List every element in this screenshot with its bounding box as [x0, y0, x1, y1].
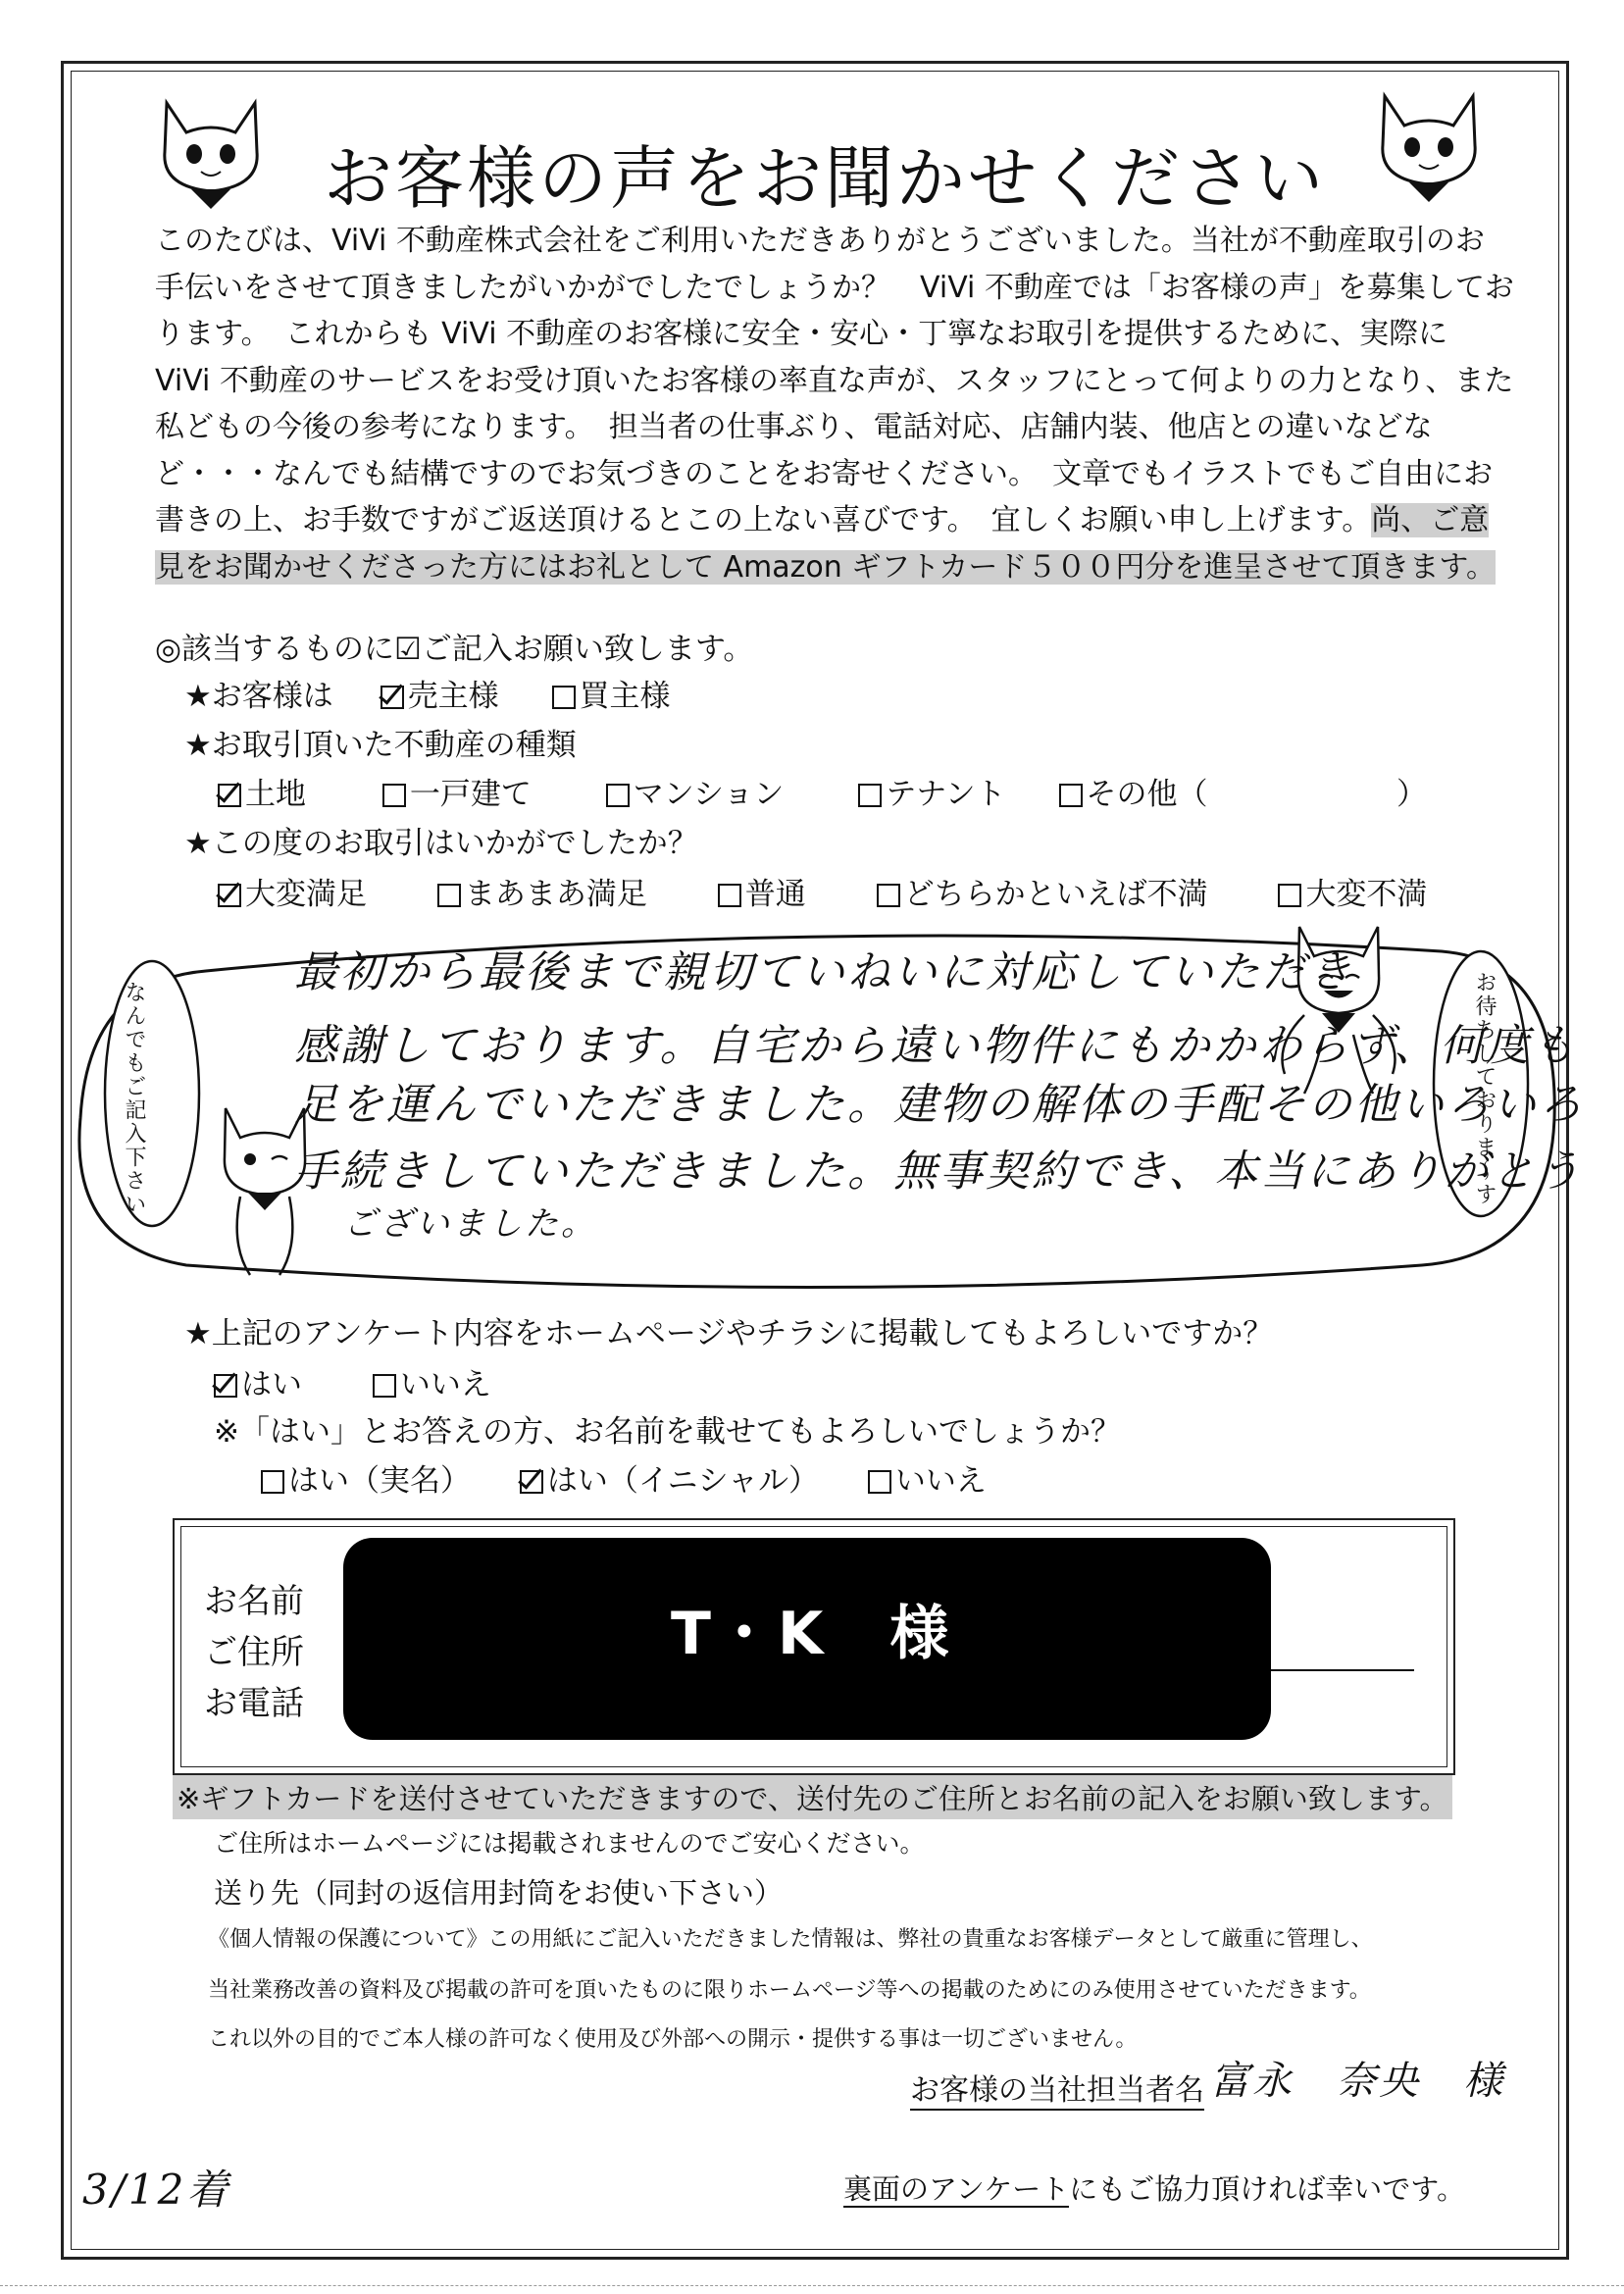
comment-line: 足を運んでいただきました。建物の解体の手配その他いろいろ [294, 1080, 1585, 1130]
back-note: 裏面のアンケートにもご協力頂ければ幸いです。 [843, 2172, 1465, 2206]
customer-name: T・K 様 [671, 1600, 953, 1668]
q2-option-other[interactable]: その他（ [1059, 769, 1208, 813]
intro-line: 書きの上、お手数ですがご返送頂けるとこの上ない喜びです。 宜しくお願い申し上げます。 [155, 503, 1372, 537]
checkbox-checked-icon[interactable] [218, 784, 241, 807]
q5-option-no[interactable]: いいえ [868, 1455, 987, 1500]
q4-options [214, 1359, 491, 1403]
cat-mascot-left-icon [147, 93, 275, 211]
page-title: お客様の声をお聞かせください [324, 138, 1326, 219]
gift-highlight: 尚、ご意 [1371, 503, 1490, 537]
privacy-line: これ以外の目的でご本人様の許可なく使用及び外部への開示・提供する事は一切ございません。 [208, 2027, 1138, 2052]
q2-option-mansion[interactable]: マンション [606, 769, 785, 813]
checkbox-icon[interactable] [261, 1470, 284, 1494]
checkbox-icon[interactable] [858, 784, 882, 807]
q5-option-initials[interactable]: はい（イニシャル） [520, 1455, 819, 1500]
intro-line: このたびは、ViVi 不動産株式会社をご利用いただきありがとうございました。当社が不動産取引のお [155, 224, 1485, 258]
gift-highlight-line: 見をお聞かせくださった方にはお礼として Amazon ギフトカード５００円分を進呈させて頂きます。 [155, 549, 1497, 585]
q3-option-dissatisfied[interactable]: どちらかといえば不満 [877, 869, 1208, 913]
back-note-underlined[interactable]: 裏面のアンケート [843, 2172, 1070, 2206]
checkbox-icon[interactable] [382, 784, 406, 807]
q2-close-paren: ） [1396, 777, 1427, 812]
received-date: 3/12着 [82, 2166, 231, 2214]
q2-option-tenant[interactable]: テナント [858, 769, 1005, 813]
comment-line: ございました。 [343, 1204, 597, 1244]
q2-label: ★お取引頂いた不動産の種類 [184, 728, 577, 763]
q1-label: ★お客様は [184, 679, 333, 714]
comment-line: 最初から最後まで親切ていねいに対応していただき [294, 947, 1354, 997]
checkbox-icon[interactable] [1278, 884, 1301, 907]
q5-label: ※「はい」とお答えの方、お名前を載せてもよろしいでしょうか？ [214, 1414, 1121, 1450]
q5-options [261, 1455, 987, 1500]
q4-option-no[interactable]: いいえ [373, 1359, 491, 1403]
q5-option-real-name[interactable]: はい（実名） [261, 1455, 471, 1500]
cut-line [0, 2285, 1624, 2286]
checkbox-icon[interactable] [877, 884, 900, 907]
checkbox-icon[interactable] [437, 884, 461, 907]
checkbox-checked-icon[interactable] [381, 686, 404, 709]
q3-option-satisfied[interactable]: まあまあ満足 [437, 869, 647, 913]
q1-option-buyer[interactable]: 買主様 [552, 671, 671, 715]
redaction-box [343, 1538, 1271, 1740]
intro-line: 手伝いをさせて頂きましたがいかがでしたでしょうか？ ViVi 不動産では「お客様の声」を募集してお [155, 270, 1514, 305]
address-label: ご住所 [204, 1633, 304, 1672]
checkbox-icon[interactable] [606, 784, 630, 807]
intro-line: ります。 これからも ViVi 不動産のお客様に安全・安心・丁寧なお取引を提供するために、実際に [155, 317, 1448, 351]
instruction: ◎該当するものに☑ご記入お願い致します。 [155, 632, 754, 667]
q1-option-seller[interactable]: 売主様 [381, 671, 499, 715]
contact-labels [204, 1576, 304, 1729]
privacy-line: 当社業務改善の資料及び掲載の許可を頂いたものに限りホームページ等への掲載のためにのみ使用させていただきます。 [208, 1978, 1371, 2003]
checkbox-checked-icon[interactable] [520, 1470, 543, 1494]
q2-option-house[interactable]: 一戸建て [382, 769, 532, 813]
checkbox-checked-icon[interactable] [214, 1374, 237, 1398]
bubble-right-text: お待ちしておりま～す [1472, 971, 1497, 1206]
name-label: お名前 [204, 1582, 304, 1621]
intro-line: ど・・・なんでも結構ですのでお気づきのことをお寄せください。 文章でもイラストでもご自由にお [155, 456, 1494, 491]
privacy-line: 《個人情報の保護について》この用紙にご記入いただきました情報は、弊社の貴重なお客様データとして厳重に管理し、 [208, 1927, 1373, 1952]
checkbox-icon[interactable] [868, 1470, 891, 1494]
staff-name: 富永 奈央 様 [1210, 2059, 1505, 2104]
checkbox-icon[interactable] [718, 884, 741, 907]
phone-underline [1271, 1669, 1414, 1671]
intro-line: 私どもの今後の参考になります。 担当者の仕事ぶり、電話対応、店舗内装、他店との違いなどな [155, 410, 1433, 444]
checkbox-checked-icon[interactable] [218, 884, 241, 907]
q3-option-normal[interactable]: 普通 [718, 869, 806, 913]
q3-options [218, 869, 1427, 913]
checkbox-icon[interactable] [1059, 784, 1083, 807]
q4-label: ★上記のアンケート内容をホームページやチラシに掲載してもよろしいですか？ [184, 1316, 1274, 1351]
q2-options [218, 769, 1208, 813]
q3-option-very-satisfied[interactable]: 大変満足 [218, 869, 367, 913]
q3-option-very-dissatisfied[interactable]: 大変不満 [1278, 869, 1427, 913]
q1-row [184, 671, 671, 715]
checkbox-icon[interactable] [373, 1374, 396, 1398]
gift-notice: ※ギフトカードを送付させていただきますので、送付先のご住所とお名前の記入をお願い致します。 [173, 1775, 1452, 1819]
cat-mascot-right-icon [1365, 86, 1493, 204]
staff-label: お客様の当社担当者名 [910, 2065, 1204, 2111]
bubble-left-text: なんでもご記入下さい [122, 981, 146, 1216]
q3-label: ★この度のお取引はいかがでしたか？ [184, 826, 698, 861]
comment-line: 手続きしていただきました。無事契約でき、本当にありがとう [294, 1147, 1584, 1197]
q2-option-land[interactable]: 土地 [218, 769, 306, 813]
address-note: ご住所はホームページには掲載されませんのでご安心ください。 [214, 1829, 925, 1858]
intro-line: ViVi 不動産のサービスをお受け頂いたお客様の率直な声が、スタッフにとって何よりの力となり、また [155, 363, 1514, 398]
phone-label: お電話 [204, 1684, 304, 1723]
comment-line: 感謝しております。自宅から遠い物件にもかかわらず、何度も [294, 1021, 1578, 1071]
checkbox-icon[interactable] [552, 686, 576, 709]
intro-paragraph [155, 218, 1514, 590]
send-to: 送り先（同封の返信用封筒をお使い下さい） [214, 1876, 784, 1910]
q4-option-yes[interactable]: はい [214, 1359, 302, 1403]
